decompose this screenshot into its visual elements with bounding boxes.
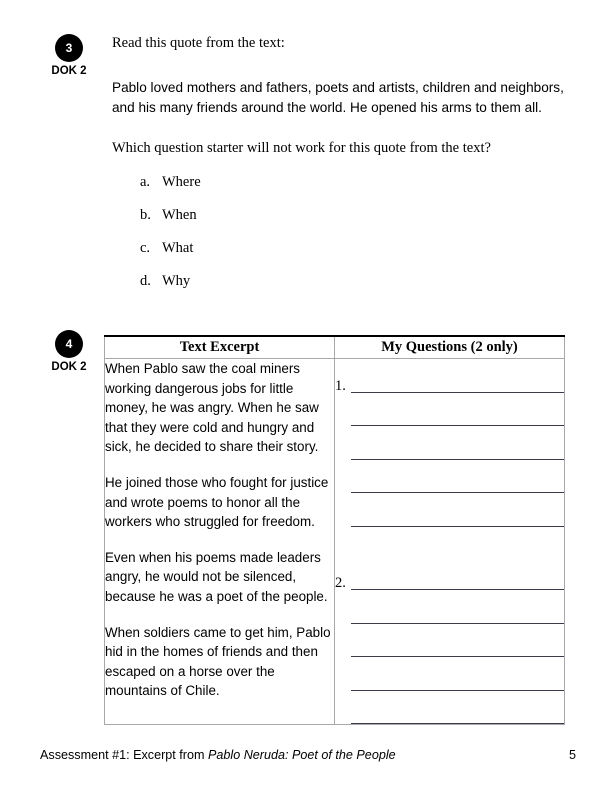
question-3-badge-column — [38, 34, 100, 77]
answer-number: 1. — [335, 377, 346, 394]
answer-row[interactable] — [335, 460, 564, 494]
answer-row[interactable] — [335, 590, 564, 624]
question-number-badge: 4 — [55, 330, 83, 358]
text-excerpt-table-wrapper — [104, 335, 565, 725]
answer-write-line[interactable] — [351, 458, 564, 460]
choice-label: Why — [162, 273, 191, 289]
choice-option-d[interactable] — [140, 273, 201, 306]
excerpt-paragraph-4: When soldiers came to get him, Pablo hid in the homes of friends and then escaped on a horse over the mountains of Chile. — [105, 624, 331, 699]
spacer — [112, 117, 580, 139]
question-4-badge-column — [38, 330, 100, 373]
text-excerpt-table — [104, 335, 565, 725]
choice-label: What — [162, 240, 194, 256]
choice-label: Where — [162, 174, 201, 190]
choice-letter: c. — [140, 240, 151, 256]
table-body — [105, 359, 565, 725]
question-3-choice-list — [140, 174, 201, 306]
answer-row[interactable] — [335, 426, 564, 460]
dok-level-label: DOK 2 — [51, 65, 87, 77]
footer-prefix: Assessment #1: Excerpt from — [40, 748, 208, 762]
dok-level-label: DOK 2 — [51, 361, 87, 373]
footer-source-line — [40, 748, 396, 762]
answer-write-line[interactable] — [351, 588, 564, 590]
answer-row[interactable] — [335, 624, 564, 658]
answer-row[interactable] — [335, 657, 564, 691]
page-footer — [40, 748, 576, 762]
choice-letter: a. — [140, 174, 151, 190]
text-excerpt-cell — [105, 359, 335, 725]
question-3-prompt: Read this quote from the text: — [112, 35, 285, 51]
choice-letter: b. — [140, 207, 151, 223]
choice-label: When — [162, 207, 197, 223]
column-header-text-excerpt: Text Excerpt — [105, 336, 335, 359]
excerpt-paragraph-2: He joined those who fought for justice and wrote poems to honor all the workers who struggled for freedom. — [105, 474, 329, 530]
answer-row[interactable] — [335, 359, 564, 393]
answer-write-line[interactable] — [351, 424, 564, 426]
answer-row[interactable] — [335, 691, 564, 725]
choice-option-b[interactable] — [140, 207, 201, 240]
page-number: 5 — [568, 748, 576, 762]
answer-write-line[interactable] — [351, 622, 564, 624]
question-3-quote: Pablo loved mothers and fathers, poets and artists, children and neighbors, and his many friends around the world. He opened his arms to them all. — [112, 80, 564, 115]
answer-write-line[interactable] — [351, 525, 564, 527]
excerpt-paragraph-3: Even when his poems made leaders angry, he would not be silenced, because he was a poet of the people. — [105, 549, 328, 604]
answer-number: 2. — [335, 575, 346, 591]
answer-write-line[interactable] — [351, 655, 564, 657]
answer-write-line[interactable] — [351, 391, 564, 393]
answer-write-line[interactable] — [351, 689, 564, 691]
spacer — [112, 53, 580, 78]
answer-row[interactable] — [335, 393, 564, 427]
excerpt-paragraph-1: When Pablo saw the coal miners working dangerous jobs for little money, he was angry. When he saw that they were cold and hungry and sick, he decided to share their story. — [105, 361, 319, 455]
answer-group-1 — [335, 359, 564, 527]
question-3-stem: Which question starter will not work for this quote from the text? — [112, 140, 491, 156]
answer-row[interactable] — [335, 493, 564, 527]
column-header-my-questions: My Questions (2 only) — [335, 336, 565, 359]
answer-write-line[interactable] — [351, 491, 564, 493]
answer-write-line[interactable] — [351, 722, 564, 724]
choice-option-a[interactable] — [140, 174, 201, 207]
my-questions-cell — [335, 359, 565, 725]
answer-row[interactable] — [335, 557, 564, 591]
table-row — [105, 359, 565, 725]
question-number-badge: 3 — [55, 34, 83, 62]
footer-source-title: Pablo Neruda: Poet of the People — [207, 748, 396, 762]
table-head — [105, 336, 565, 359]
question-3-body — [112, 34, 580, 158]
choice-option-c[interactable] — [140, 240, 201, 273]
table-header-row — [105, 336, 565, 359]
answer-group-2 — [335, 557, 564, 725]
choice-letter: d. — [140, 273, 151, 289]
